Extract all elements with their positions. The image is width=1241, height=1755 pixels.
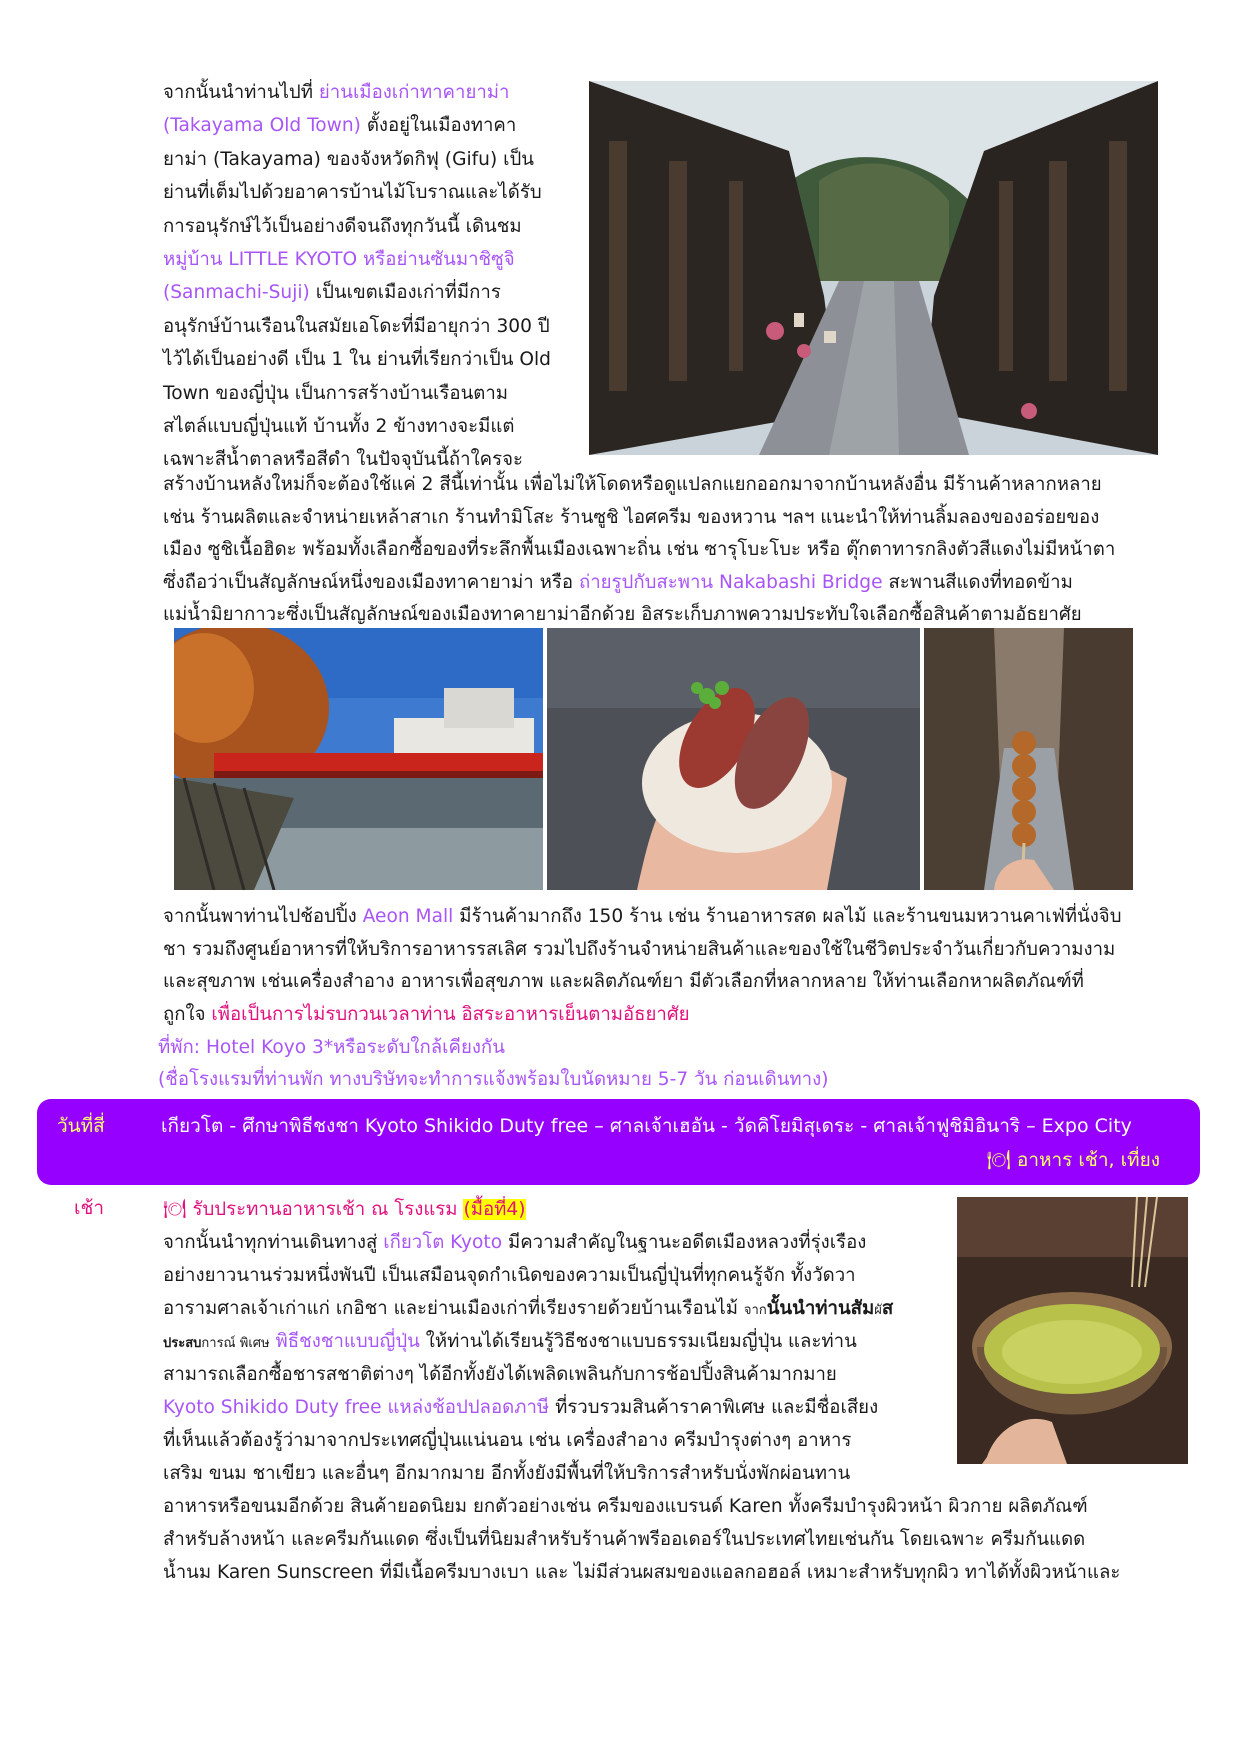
text-segment: (Sanmachi-Suji) bbox=[163, 282, 310, 304]
text-segment: จากนั้นนำท่านไปที่ bbox=[163, 82, 319, 103]
text-segment: สร้างบ้านหลังใหม่ก็จะต้องใช้แค่ 2 สีนี้เท่านั้น เพื่อไม่ให้โดดหรือดูแปลกแยกออกมาจากบ้านหลังอื่น มีร้านค้าหลากหลาย bbox=[163, 474, 1102, 495]
text-segment: จากนั้นนำทุกท่านเดินทางสู่ bbox=[163, 1232, 384, 1253]
day-label: วันที่สี่ bbox=[57, 1115, 105, 1137]
text-segment: อย่างยาวนานร่วมหนึ่งพันปี เป็นเสมือนจุดกำเนิดของความเป็นญี่ปุ่นที่ทุกคนรู้จัก ทั้งวัดวา bbox=[163, 1265, 856, 1286]
text-segment: เช่น ร้านผลิตและจำหน่ายเหล้าสาเก ร้านทำมิโสะ ร้านซูชิ ไอศครีม ของหวาน ฯลฯ แนะนำให้ท่านลิ้มลองของอร่อยของ bbox=[163, 506, 1100, 528]
meal-time-label: เช้า bbox=[74, 1197, 105, 1219]
text-segment: และสุขภาพ เช่นเครื่องสำอาง อาหารเพื่อสุขภาพ และผลิตภัณฑ์ยา มีตัวเลือกที่หลากหลาย ให้ท่านเลือกหาผลิตภัณฑ์ที่ bbox=[163, 971, 1084, 993]
matcha-tea-photo bbox=[957, 1197, 1188, 1464]
aeon-paragraph-line bbox=[163, 965, 1084, 998]
hida-beef-sushi-photo bbox=[547, 628, 920, 890]
aeon-paragraph-line bbox=[158, 1031, 505, 1064]
takayama-paragraph-line bbox=[163, 377, 508, 410]
text-segment: 🍽 รับประทานอาหารเช้า ณ โรงแรม bbox=[163, 1199, 464, 1220]
text-segment: เสริม ขนม ชาเขียว และอื่นๆ อีกมากมาย อีกทั้งยังมีพื้นที่ให้บริการสำหรับนั่งพักผ่อนทาน bbox=[163, 1463, 851, 1484]
text-segment: อาหารหรือขนมอีกด้วย สินค้ายอดนิยม ยกตัวอย่างเช่น ครีมของแบรนด์ Karen ทั้งครีมบำรุงผิวหน้า ผิวกาย ผลิตภัณฑ์ bbox=[163, 1496, 1088, 1517]
text-segment: เป็นเขตเมืองเก่าที่มีการ bbox=[309, 282, 501, 304]
text-segment: สะพานสีแดงที่ทอดข้าม bbox=[882, 571, 1073, 593]
text-segment: นั้นนำท่านสัม bbox=[766, 1298, 875, 1319]
text-segment: สามารถเลือกซื้อชารสชาติต่างๆ ได้อีกทั้งยังได้เพลิดเพลินกับการช้อปปิ้งสินค้ามากมาย bbox=[163, 1364, 837, 1385]
text-segment: การอนุรักษ์ไว้เป็นอย่างดีจนถึงทุกวันนี้ เดินชม bbox=[163, 215, 522, 237]
text-segment: น้ำนม Karen Sunscreen ที่มีเนื้อครีมบางเบา และ ไม่มีส่วนผสมของแอลกอฮอล์ เหมาะสำหรับทุกผิว ทาได้ทั้งผิวหน้าและ bbox=[163, 1562, 1121, 1583]
text-segment: เฉพาะสีน้ำตาลหรือสีดำ ในปัจจุบันนี้ถ้าใครจะ bbox=[163, 449, 523, 471]
text-segment: จาก bbox=[743, 1303, 767, 1318]
takayama-paragraph-line bbox=[163, 566, 1073, 599]
day-meals: 🍽 อาหาร เช้า, เที่ยง bbox=[986, 1149, 1160, 1171]
kyoto-paragraph-line bbox=[163, 1259, 856, 1292]
kyoto-paragraph-line bbox=[163, 1325, 857, 1360]
takayama-paragraph-line bbox=[163, 176, 542, 209]
text-segment: อารามศาลเจ้าเก่าแก่ เกอิชา และย่านเมืองเก่าที่เรียงรายด้วยบ้านเรือนไม้ bbox=[163, 1298, 744, 1319]
text-segment: ตั้งอยู่ในเมืองทาคา bbox=[360, 115, 517, 137]
text-segment: ไว้ได้เป็นอย่างดี เป็น 1 ใน ย่านที่เรียกว่าเป็น Old bbox=[163, 349, 551, 371]
takayama-paragraph-line bbox=[163, 276, 501, 309]
text-segment: ซึ่งถือว่าเป็นสัญลักษณ์หนึ่งของเมืองทาคายาม่า หรือ bbox=[163, 571, 579, 593]
dango-skewer-photo bbox=[924, 628, 1133, 890]
text-segment: (มื้อที่4) bbox=[463, 1199, 526, 1220]
text-segment: อนุรักษ์บ้านเรือนในสมัยเอโดะที่มีอายุกว่า 300 ปี bbox=[163, 315, 550, 337]
takayama-paragraph-line bbox=[163, 598, 1082, 631]
text-segment: ย่านที่เต็มไปด้วยอาคารบ้านไม้โบราณและได้รับ bbox=[163, 182, 542, 204]
kyoto-paragraph-line bbox=[163, 1523, 1085, 1556]
text-segment: ที่รวบรวมสินค้าราคาพิเศษ และมีชื่อเสียง bbox=[549, 1397, 879, 1418]
text-segment: Kyoto Shikido Duty free แหล่งช้อปปลอดภาษี bbox=[163, 1397, 550, 1418]
takayama-paragraph-line bbox=[163, 76, 509, 109]
takayama-paragraph-line bbox=[163, 143, 534, 176]
kyoto-paragraph-line bbox=[163, 1193, 526, 1226]
takayama-street-photo bbox=[589, 81, 1158, 455]
day-title: เกียวโต - ศึกษาพิธีชงชา Kyoto Shikido Duty free – ศาลเจ้าเฮอัน - วัดคิโยมิสุเดระ - ศาลเจ้าฟูชิมิอินาริ – Expo City bbox=[161, 1115, 1132, 1137]
text-segment: ชา รวมถึงศูนย์อาหารที่ให้บริการอาหารรสเลิศ รวมไปถึงร้านจำหน่ายสินค้าและของใช้ในชีวิตประจำวันเกี่ยวกับความงาม bbox=[163, 938, 1116, 960]
takayama-paragraph-line bbox=[163, 533, 1115, 566]
text-segment: ประสบ bbox=[163, 1336, 202, 1351]
text-segment: แม่น้ำมิยากาวะซึ่งเป็นสัญลักษณ์ของเมืองทาคายาม่าอีกด้วย อิสระเก็บภาพความประทับใจเลือกซื้อสินค้าตามอัธยาศัย bbox=[163, 604, 1082, 626]
kyoto-paragraph-line bbox=[163, 1556, 1120, 1589]
text-segment: Aeon Mall bbox=[362, 906, 454, 927]
text-segment: หมู่บ้าน LITTLE KYOTO หรือย่านซันมาชิซูจิ bbox=[163, 249, 515, 270]
kyoto-paragraph-line bbox=[163, 1226, 866, 1259]
text-segment: การณ์ bbox=[201, 1336, 240, 1351]
text-segment: สำหรับล้างหน้า และครีมกันแดด ซึ่งเป็นที่นิยมสำหรับร้านค้าพรีออเดอร์ในประเทศไทยเช่นกัน โดยเฉพาะ ครีมกันแดด bbox=[163, 1529, 1086, 1550]
kyoto-paragraph-line bbox=[163, 1424, 851, 1457]
kyoto-paragraph-line bbox=[163, 1292, 893, 1327]
text-segment: ย่านเมืองเก่าทาคายาม่า bbox=[318, 82, 510, 103]
text-segment: มีความสำคัญในฐานะอดีตเมืองหลวงที่รุ่งเรือง bbox=[502, 1232, 867, 1253]
aeon-paragraph-line bbox=[158, 1063, 828, 1096]
text-segment: เพื่อเป็นการไม่รบกวนเวลาท่าน อิสระอาหารเย็นตามอัธยาศัย bbox=[211, 1003, 690, 1025]
text-segment: พิเศษ bbox=[239, 1336, 270, 1351]
takayama-paragraph-line bbox=[163, 501, 1099, 534]
text-segment: ถูกใจ bbox=[163, 1003, 212, 1025]
text-segment: เกียวโต Kyoto bbox=[383, 1232, 503, 1253]
aeon-paragraph-line bbox=[163, 998, 690, 1031]
text-segment: (Takayama Old Town) bbox=[163, 115, 361, 137]
kyoto-paragraph-line bbox=[163, 1358, 837, 1391]
text-segment: จากนั้นพาท่านไปช้อปปิ้ง bbox=[163, 906, 363, 927]
text-segment: เมือง ซูชิเนื้อฮิดะ พร้อมทั้งเลือกซื้อของที่ระลึกพื้นเมืองเฉพาะถิ่น เช่น ซารุโบะโบะ หรือ ตุ๊กตาทารกลิงตัวสีแดงไม่มีหน้าตา bbox=[163, 539, 1116, 561]
takayama-paragraph-line bbox=[163, 210, 522, 243]
text-segment: ถ่ายรูปกับสะพาน Nakabashi Bridge bbox=[578, 571, 883, 593]
text-segment: ผั bbox=[874, 1303, 882, 1318]
kyoto-paragraph-line bbox=[163, 1457, 850, 1490]
text-segment: ส bbox=[881, 1298, 894, 1319]
text-segment: ให้ท่านได้เรียนรู้วิธีชงชาแบบธรรมเนียมญี่ปุ่น และท่าน bbox=[419, 1331, 857, 1352]
aeon-paragraph-line bbox=[163, 933, 1115, 966]
text-segment: ยาม่า (Takayama) ของจังหวัดกิฟุ (Gifu) เป็น bbox=[163, 148, 535, 170]
text-segment: พิธีชงชาแบบญี่ปุ่น bbox=[275, 1331, 420, 1352]
text-segment: Town ของญี่ปุ่น เป็นการสร้างบ้านเรือนตาม bbox=[163, 382, 509, 404]
takayama-paragraph-line bbox=[163, 243, 515, 276]
text-segment: สไตล์แบบญี่ปุ่นแท้ บ้านทั้ง 2 ข้างทางจะมีแต่ bbox=[163, 416, 515, 437]
text-segment: ที่พัก: Hotel Koyo 3*หรือระดับใกล้เคียงกัน bbox=[158, 1037, 505, 1058]
takayama-paragraph-line bbox=[163, 410, 514, 443]
text-segment: (ชื่อโรงแรมที่ท่านพัก ทางบริษัทจะทำการแจ้งพร้อมใบนัดหมาย 5-7 วัน ก่อนเดินทาง) bbox=[158, 1069, 829, 1090]
text-segment: มีร้านค้ามากถึง 150 ร้าน เช่น ร้านอาหารสด ผลไม้ และร้านขนมหวานคาเฟ่ที่นั่งจิบ bbox=[453, 906, 1122, 927]
nakabashi-bridge-photo bbox=[174, 628, 543, 890]
takayama-paragraph-line bbox=[163, 468, 1102, 501]
aeon-paragraph-line bbox=[163, 900, 1122, 933]
takayama-paragraph-line bbox=[163, 109, 516, 142]
kyoto-paragraph-line bbox=[163, 1490, 1088, 1523]
takayama-paragraph-line bbox=[163, 343, 551, 376]
day4-banner bbox=[37, 1099, 1200, 1185]
kyoto-paragraph-line bbox=[163, 1391, 878, 1424]
takayama-paragraph-line bbox=[163, 310, 550, 343]
text-segment: ที่เห็นแล้วต้องรู้ว่ามาจากประเทศญี่ปุ่นแน่นอน เช่น เครื่องสำอาง ครีมบำรุงต่างๆ อาหาร bbox=[163, 1430, 852, 1451]
